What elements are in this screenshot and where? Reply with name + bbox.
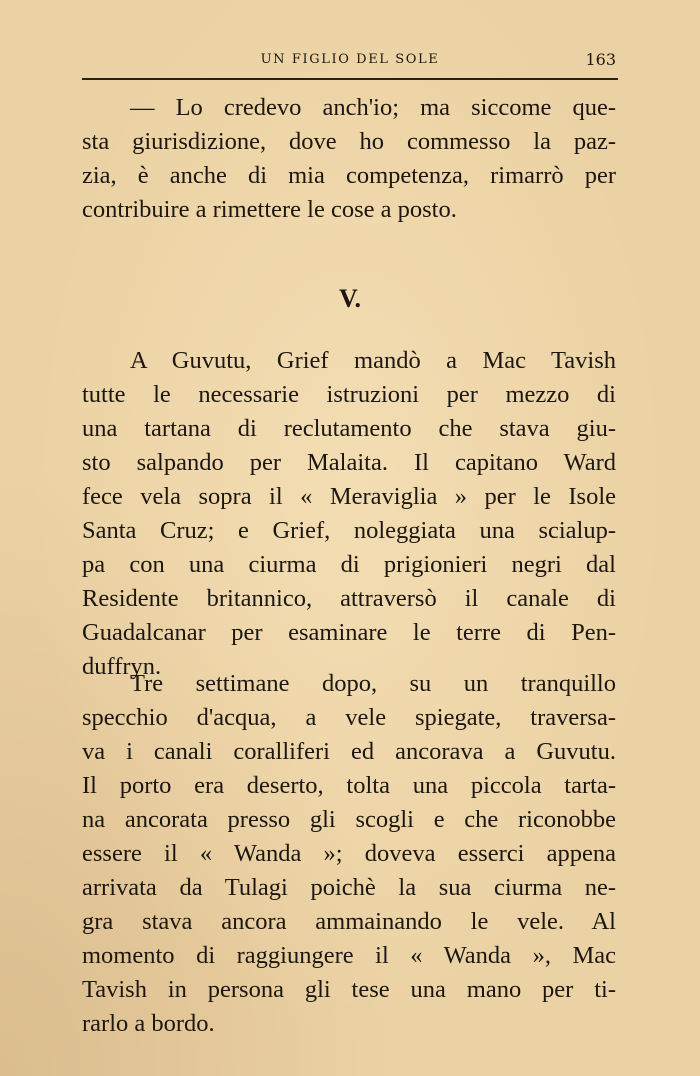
chapter-heading: V.: [339, 284, 361, 313]
page-header: [82, 50, 618, 74]
text-line: Il porto era deserto, tolta una piccola tarta-: [82, 772, 616, 799]
text-line: una tartana di reclutamento che stava giu-: [82, 415, 616, 442]
top-paragraph: [82, 91, 616, 227]
text-line: Santa Cruz; e Grief, noleggiata una scialup-: [82, 517, 616, 544]
text-line: A Guvutu, Grief mandò a Mac Tavish: [130, 347, 616, 374]
text-line: arrivata da Tulagi poichè la sua ciurma ne-: [82, 874, 616, 901]
text-line: zia, è anche di mia competenza, rimarrò per: [82, 162, 616, 189]
text-line: contribuire a rimettere le cose a posto.: [82, 196, 457, 223]
text-line: sta giurisdizione, dove ho commesso la paz-: [82, 128, 616, 155]
text-line: Guadalcanar per esaminare le terre di Pen-: [82, 619, 616, 646]
text-line: na ancorata presso gli scogli e che riconobbe: [82, 806, 616, 833]
running-title: UN FIGLIO DEL SOLE: [260, 52, 440, 67]
text-line: rarlo a bordo.: [82, 1010, 215, 1037]
text-line: fece vela sopra il « Meraviglia » per le Isole: [82, 483, 616, 510]
text-line: Residente britannico, attraversò il canale di: [82, 585, 616, 612]
text-line: tutte le necessarie istruzioni per mezzo di: [82, 381, 616, 408]
text-line: Tre settimane dopo, su un tranquillo: [130, 670, 616, 697]
text-line: pa con una ciurma di prigionieri negri dal: [82, 551, 616, 578]
text-line: Tavish in persona gli tese una mano per ti-: [82, 976, 616, 1003]
paragraph-2: [82, 667, 616, 1041]
text-line: — Lo credevo anch'io; ma siccome que-: [130, 94, 616, 121]
text-line: specchio d'acqua, a vele spiegate, traversa-: [82, 704, 616, 731]
text-line: duffryn.: [82, 653, 162, 680]
page-number: 163: [585, 50, 616, 69]
text-line: sto salpando per Malaita. Il capitano Ward: [82, 449, 616, 476]
header-rule: [82, 78, 618, 80]
text-line: va i canali coralliferi ed ancorava a Guvutu.: [82, 738, 616, 765]
paragraph-1: [82, 344, 616, 684]
text-line: essere il « Wanda »; doveva esserci appena: [82, 840, 616, 867]
text-line: momento di raggiungere il « Wanda », Mac: [82, 942, 616, 969]
text-line: gra stava ancora ammainando le vele. Al: [82, 908, 616, 935]
